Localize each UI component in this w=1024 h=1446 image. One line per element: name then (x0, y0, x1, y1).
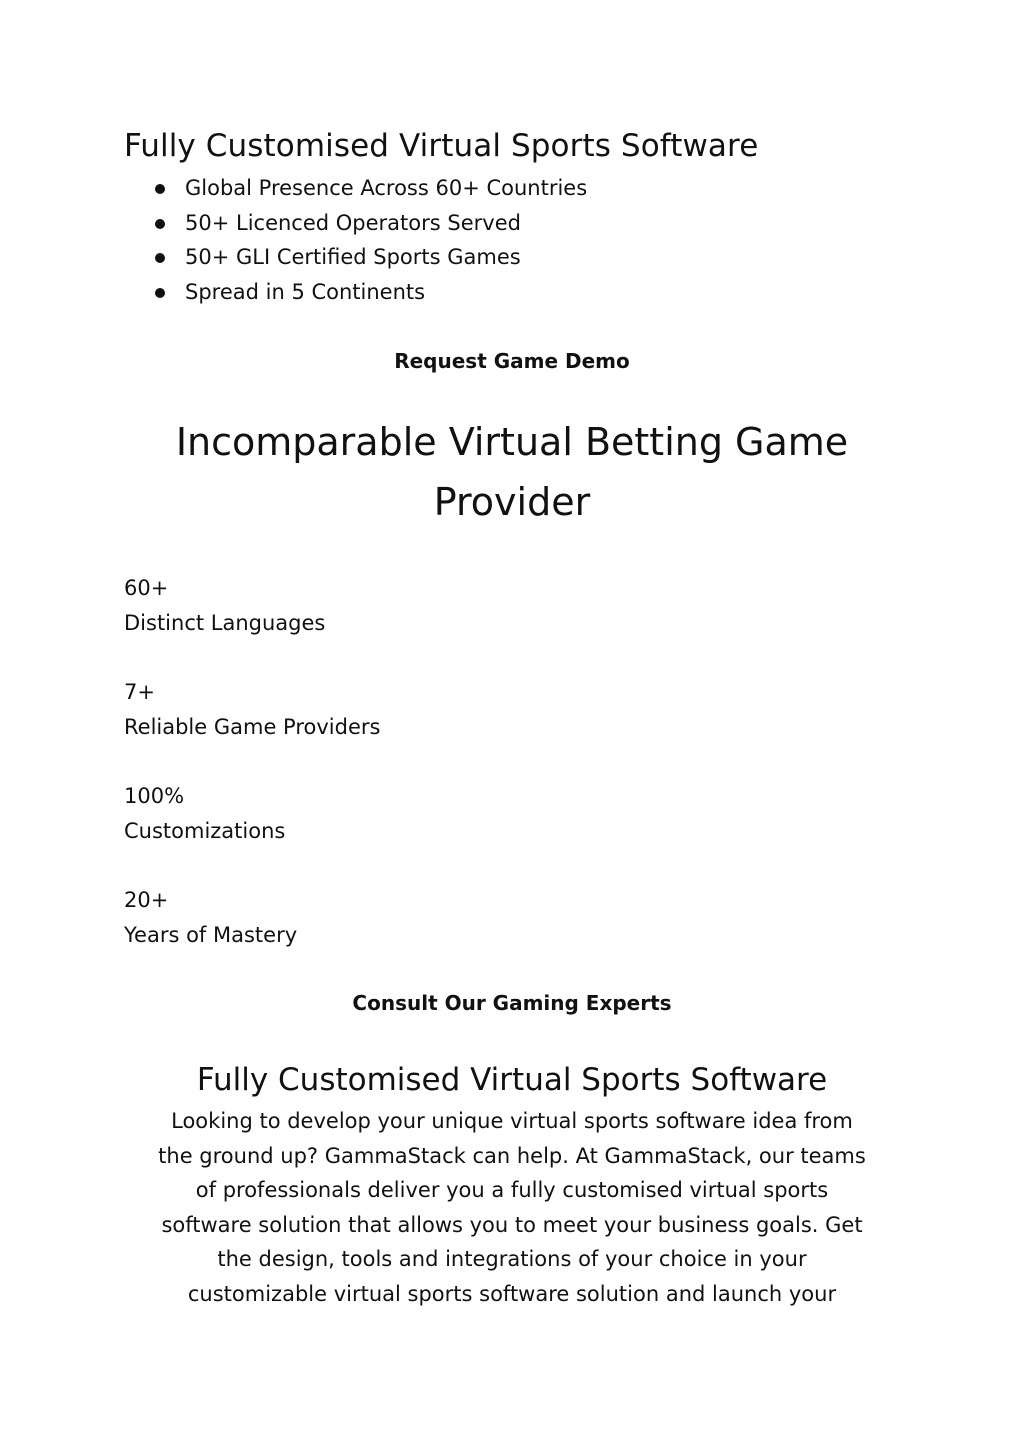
bullet-text: Global Presence Across 60+ Countries (185, 176, 588, 200)
section-heading-customised-software-2: Fully Customised Virtual Sports Software (196, 1062, 828, 1098)
provider-heading: Incomparable Virtual Betting Game Provider (175, 420, 849, 524)
paragraph-line: customizable virtual sports software solution and launch your (187, 1281, 837, 1306)
bullet-dot-icon (155, 253, 165, 263)
list-item (150, 240, 587, 275)
request-game-demo-link[interactable]: Request Game Demo (394, 349, 630, 373)
bullet-text: 50+ GLI Certified Sports Games (185, 245, 521, 270)
stat-label: Years of Mastery (124, 922, 298, 947)
stats-list (124, 571, 380, 987)
paragraph-line: Looking to develop your unique virtual sports software idea from (171, 1109, 853, 1133)
bullet-text: 50+ Licenced Operators Served (185, 210, 521, 235)
list-item (150, 206, 587, 241)
stat-item (124, 571, 380, 675)
stat-item (124, 779, 380, 883)
stat-item (124, 675, 380, 779)
consult-gaming-experts-link[interactable]: Consult Our Gaming Experts (352, 991, 672, 1015)
paragraph-line: software solution that allows you to meet your business goals. Get (161, 1212, 863, 1237)
stat-label: Customizations (124, 818, 286, 843)
bullet-text: Spread in 5 Continents (185, 279, 426, 304)
paragraph-line: the design, tools and integrations of your choice in your (217, 1247, 807, 1272)
stat-value: 60+ (124, 576, 169, 600)
list-item (150, 275, 587, 310)
paragraph-line: the ground up? GammaStack can help. At GammaStack, our teams (158, 1143, 866, 1168)
stat-item (124, 883, 380, 987)
feature-bullet-list (150, 171, 587, 309)
bullet-dot-icon (155, 288, 165, 298)
stat-label: Distinct Languages (124, 610, 326, 635)
section-heading-customised-software: Fully Customised Virtual Sports Software (124, 128, 759, 164)
stat-value: 100% (124, 784, 185, 808)
bullet-dot-icon (155, 184, 165, 194)
paragraph-line: of professionals deliver you a fully customised virtual sports (195, 1178, 829, 1203)
stat-label: Reliable Game Providers (124, 714, 381, 739)
bullet-dot-icon (155, 219, 165, 229)
description-paragraph (122, 1104, 902, 1312)
list-item (150, 171, 587, 206)
stat-value: 20+ (124, 888, 169, 912)
stat-value: 7+ (124, 680, 155, 704)
